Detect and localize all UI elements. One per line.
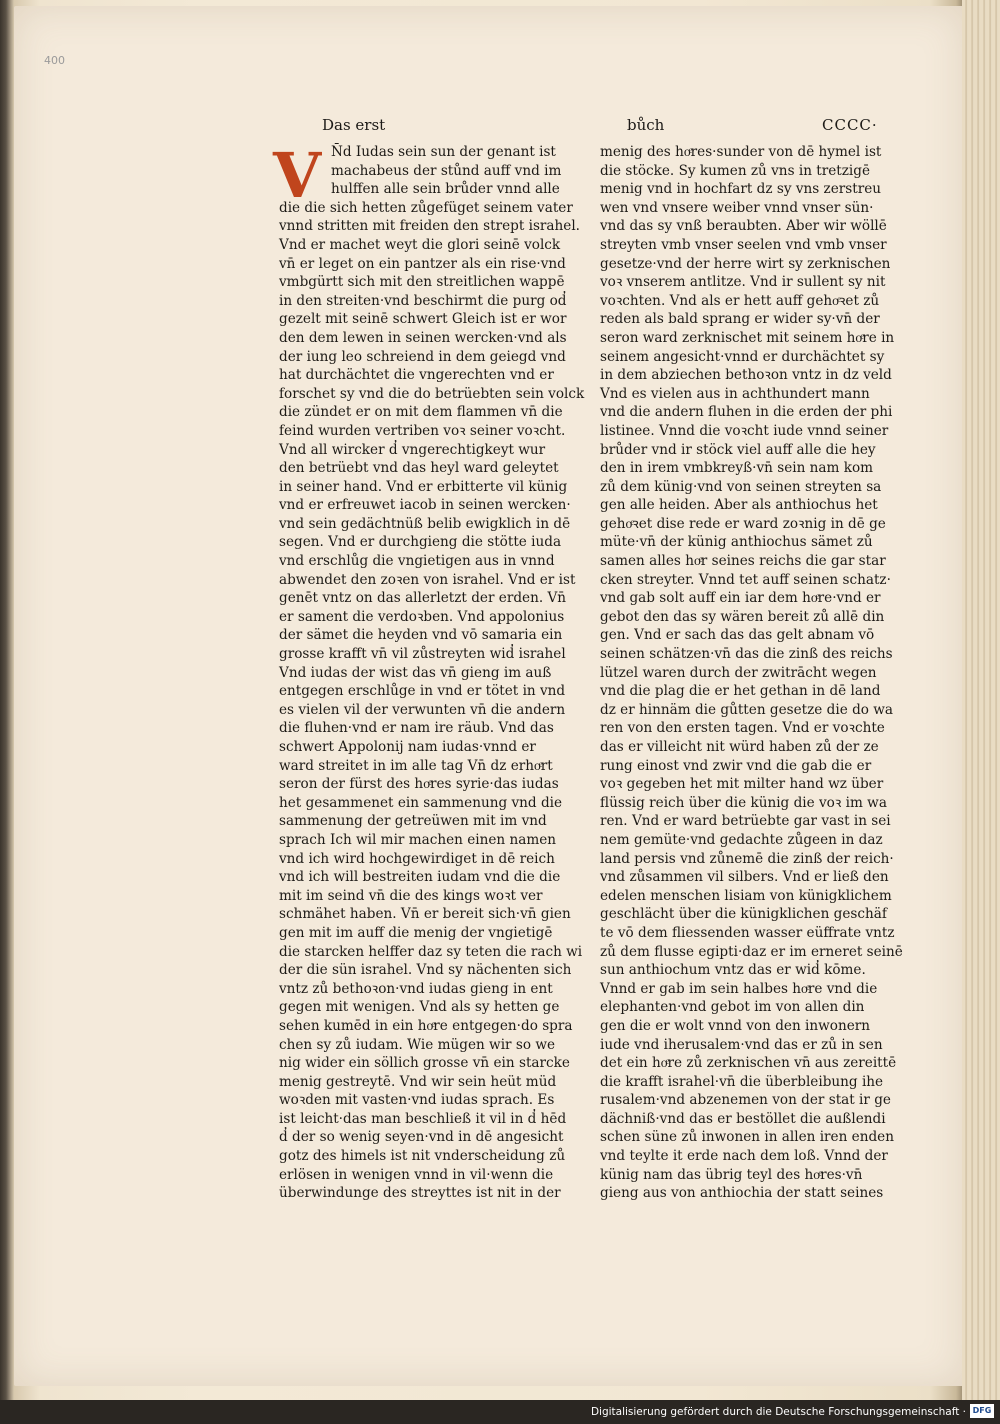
text-line: menig des hoͤres·sunder von dē hymel ist xyxy=(600,144,882,160)
text-line: flüssig reich über die künig die voꝛ im wa xyxy=(600,794,887,811)
text-line: Vnd all wircker d̓ vngerechtigkeyt wur xyxy=(279,441,546,458)
text-line: sehen kumēd in ein hoͤre entgegen·do spra xyxy=(279,1017,573,1034)
text-line: schwert Appolonij nam iudas·vnnd er xyxy=(279,739,536,755)
text-line: edelen menschen lisiam von künigklichem xyxy=(600,887,892,904)
text-line: dächniß·vnd das er bestöllet die außlendi xyxy=(600,1110,886,1127)
dfg-logo: DFG xyxy=(970,1404,994,1418)
text-line: gebot den das sy wären bereit zů allē din xyxy=(600,608,885,625)
text-line: gen die er wolt vnnd von den inwonern xyxy=(600,1017,871,1034)
folio-note: 400 xyxy=(44,54,65,67)
text-line: gotz des himels ist nit vnderscheidung zů xyxy=(279,1148,566,1165)
text-line: genēt vntz on das allerletzt der erden. Vn̄ xyxy=(279,590,567,607)
text-line: den in irem vmbkreyß·vn̄ sein nam kom xyxy=(600,460,874,477)
text-line: menig vnd in hochfart dz sy vns zerstreu xyxy=(600,181,882,198)
text-line: vnd das sy vnß beraubten. Aber wir wöllē xyxy=(600,218,887,235)
text-line: voꝛ gegeben het mit milter hand wz über xyxy=(600,776,884,793)
text-line: menig gestreytē. Vnd wir sein heüt müd xyxy=(279,1073,557,1090)
text-line: streyten vmb vnser seelen vnd vmb vnser xyxy=(600,236,887,253)
text-line: vnd ich wird hochgewirdiget in dē reich xyxy=(279,850,555,867)
text-line: gesetze·vnd der herre wirt sy zerknischen xyxy=(600,255,891,272)
text-line: Vnnd er gab im sein halbes hoͤre vnd die xyxy=(600,980,878,997)
text-line: te vō dem fliessenden wasser eüffrate vntz xyxy=(600,924,895,941)
text-line: mit im seind vn̄ die des kings woꝛt ver xyxy=(279,887,543,904)
text-line: gezelt mit seinē schwert Gleich ist er wor xyxy=(279,311,567,328)
running-head-center: bůch xyxy=(627,116,665,134)
text-line: nig wider ein söllich grosse vn̄ ein starcke xyxy=(279,1055,570,1072)
text-line: geschlächt über die künigklichen geschäf xyxy=(600,906,887,923)
text-line: ren von den ersten tagen. Vnd er voꝛchte xyxy=(600,720,885,737)
text-line: gieng aus von anthiochia der statt seines xyxy=(600,1185,884,1202)
text-line: es vielen vil der verwunten vn̄ die andern xyxy=(279,701,566,718)
text-line: den betrüebt vnd das heyl ward geleytet xyxy=(279,460,559,477)
text-line: lützel waren durch der zwitrācht wegen xyxy=(600,664,877,681)
text-line: voꝛ vnserem antlitze. Vnd ir sullent sy nit xyxy=(600,274,886,291)
text-line: die zündet er on mit dem flammen vn̄ die xyxy=(279,404,563,421)
text-line: der sämet die heyden vnd vō samaria ein xyxy=(279,627,563,644)
text-line: det ein hoͤre zů zerknischen vn̄ aus zereittē xyxy=(600,1055,897,1072)
text-line: vmbgürtt sich mit den streitlichen wappē xyxy=(279,274,565,291)
text-line: vnd er erfreuwet iacob in seinen wercken· xyxy=(279,497,571,514)
text-line: hat durchächtet die vngerechten vnd er xyxy=(279,367,554,384)
text-line: abwendet den zoꝛen von israhel. Vnd er ist xyxy=(279,571,576,588)
text-column-left xyxy=(279,143,585,1203)
text-line: in seiner hand. Vnd er erbitterte vil künig xyxy=(279,478,568,495)
text-line: wen vnd vnsere weiber vnnd vnser sün· xyxy=(600,199,874,216)
running-head-left: Das erst xyxy=(322,116,386,134)
text-line: vnnd stritten mit freiden den strept israhel. xyxy=(279,218,580,235)
text-line: sun anthiochum vntz das er wid̓ kōme. xyxy=(600,962,866,979)
text-line: die krafft israhel·vn̄ die überbleibung ihe xyxy=(600,1073,884,1090)
text-line: d̓ der so wenig seyen·vnd in dē angesicht xyxy=(279,1129,564,1146)
text-line: vnd teylte it erde nach dem loß. Vnnd der xyxy=(600,1148,888,1165)
text-line: die fluhen·vnd er nam ire räub. Vnd das xyxy=(279,720,554,737)
funding-credit: Digitalisierung gefördert durch die Deutsche Forschungsgemeinschaft · xyxy=(590,1406,966,1418)
text-line: brůder vnd ir stöck viel auff alle die hey xyxy=(600,441,876,458)
text-line: vn̄ er leget on ein pantzer als ein rise·vnd xyxy=(279,255,566,272)
text-line: feind wurden vertriben voꝛ seiner voꝛcht. xyxy=(279,422,566,439)
text-line: vnd sein gedächtnüß belib ewigklich in dē xyxy=(279,515,571,532)
text-line: elephanten·vnd gebot im von allen din xyxy=(600,999,865,1016)
text-line: vnd ich will bestreiten iudam vnd die die xyxy=(279,869,561,886)
text-line: seinem angesicht·vnnd er durchächtet sy xyxy=(600,348,885,365)
text-line: vnd zůsammen vil silbers. Vnd er ließ den xyxy=(600,869,889,886)
text-line: vnd die plag die er het gethan in dē land xyxy=(600,683,881,700)
text-line: hulffen alle sein brůder vnnd alle xyxy=(331,181,560,198)
text-line: land persis vnd zůnemē die zinß der reich· xyxy=(600,850,894,867)
text-line: rung einost vnd zwir vnd die gab die er xyxy=(600,757,872,774)
text-line: das er villeicht nit würd haben zů der ze xyxy=(600,739,879,755)
text-line: zů dem künig·vnd von seinen streyten sa xyxy=(600,478,882,495)
text-line: die die sich hetten zůgefüget seinem vater xyxy=(279,199,573,216)
text-line: sprach Ich wil mir machen einen namen xyxy=(279,831,557,848)
text-line: het gesammenet ein sammenung vnd die xyxy=(279,794,563,811)
text-line: samen alles hoͤr seines reichs die gar star xyxy=(600,553,886,570)
text-line: schen süne zů inwonen in allen iren enden xyxy=(600,1129,894,1146)
text-line: segen. Vnd er durchgieng die stötte iuda xyxy=(279,534,562,551)
text-column-right xyxy=(600,143,903,1203)
text-line: reden als bald sprang er wider sy·vn̄ der xyxy=(600,311,880,328)
text-line: die stöcke. Sy kumen zů vns in tretzigē xyxy=(600,162,871,179)
text-line: der die sün israhel. Vnd sy nächenten sich xyxy=(279,962,572,979)
text-line: zů dem flusse egipti·daz er im erneret seinē xyxy=(600,943,903,960)
text-line: ist leicht·das man beschließ it vil in d̓ hēd xyxy=(279,1110,567,1127)
text-line: seinen schätzen·vn̄ das die zinß des reichs xyxy=(600,646,893,663)
text-line: Vnd er machet weyt die glori seinē volck xyxy=(279,236,561,253)
folio-number: CCCC· xyxy=(822,116,878,134)
text-line: vntz zů bethoꝛon·vnd iudas gieng in ent xyxy=(279,980,553,997)
text-line: seron ward zerknischet mit seinem hoͤre in xyxy=(600,329,895,346)
text-line: Vnd iudas der wist das vn̄ gieng im auß xyxy=(279,664,552,681)
text-line: N̄d Iudas sein sun der genant ist xyxy=(331,144,556,160)
text-line: vnd gab solt auff ein iar dem hoͤre·vnd er xyxy=(600,590,881,607)
page-edges xyxy=(962,0,1000,1400)
text-line: gen. Vnd er sach das das gelt abnam vō xyxy=(600,627,875,644)
text-line: gen mit im auff die menig der vngietigē xyxy=(279,924,553,941)
text-line: den dem lewen in seinen wercken·vnd als xyxy=(279,329,567,346)
text-line: der iung leo schreiend in dem geiegd vnd xyxy=(279,348,566,365)
text-line: seron der fürst des hoͤres syrie·das iudas xyxy=(279,776,559,793)
text-line: gehoͤꝛet dise rede er ward zoꝛnig in dē ge xyxy=(600,515,886,532)
text-line: cken streyter. Vnnd tet auff seinen schatz· xyxy=(600,571,891,588)
decorated-initial: V xyxy=(273,139,322,212)
text-line: in dem abziechen bethoꝛon vntz in dz veld xyxy=(600,367,892,384)
text-line: rusalem·vnd abzenemen von der stat ir ge xyxy=(600,1092,891,1109)
text-line: voꝛchten. Vnd als er hett auff gehoͤꝛet zů xyxy=(600,292,880,309)
text-line: müte·vn̄ der künig anthiochus sämet zů xyxy=(600,534,873,551)
text-line: dz er hinnäm die gůtten gesetze die do wa xyxy=(600,701,894,718)
text-line: woꝛden mit vasten·vnd iudas sprach. Es xyxy=(279,1092,555,1109)
text-line: entgegen erschlůge in vnd er tötet in vnd xyxy=(279,683,566,700)
text-line: ren. Vnd er ward betrüebte gar vast in sei xyxy=(600,813,891,830)
text-line: die starcken helffer daz sy teten die rach wi xyxy=(279,943,583,960)
text-line: erlösen in wenigen vnnd in vil·wenn die xyxy=(279,1166,554,1183)
text-line: gen alle heiden. Aber als anthiochus het xyxy=(600,497,878,514)
text-line: iude vnd iherusalem·vnd das er zů in sen xyxy=(600,1036,883,1053)
text-line: überwindunge des streyttes ist nit in der xyxy=(279,1185,561,1202)
text-line: nem gemüte·vnd gedachte zůgeen in daz xyxy=(600,831,883,848)
text-line: Vnd es vielen aus in achthundert mann xyxy=(600,385,870,402)
text-line: in den streiten·vnd beschirmt die purg od̓ xyxy=(279,292,567,309)
text-line: vnd die andern fluhen in die erden der phi xyxy=(600,404,893,421)
text-line: machabeus der stůnd auff vnd im xyxy=(331,162,562,179)
text-line: grosse krafft vn̄ vil zůstreyten wid̓ israhel xyxy=(279,646,566,663)
text-line: ward streitet in im alle tag Vn̄ dz erhoͤrt xyxy=(279,757,553,774)
text-line: sammenung der getreüwen mit im vnd xyxy=(279,813,547,830)
text-line: vnd erschlůg die vngietigen aus in vnnd xyxy=(279,553,555,570)
text-line: gegen mit wenigen. Vnd als sy hetten ge xyxy=(279,999,560,1016)
text-line: künig nam das übrig teyl des hoͤres·vn̄ xyxy=(600,1166,863,1183)
text-line: schmähet haben. Vn̄ er bereit sich·vn̄ gien xyxy=(279,906,571,923)
text-line: er sament die verdoꝛben. Vnd appolonius xyxy=(279,608,565,625)
text-line: forschet sy vnd die do betrüebten sein volck xyxy=(279,385,585,402)
text-line: chen sy zů iudam. Wie mügen wir so we xyxy=(279,1036,556,1053)
text-line: listinee. Vnnd die voꝛcht iude vnnd seiner xyxy=(600,422,889,439)
